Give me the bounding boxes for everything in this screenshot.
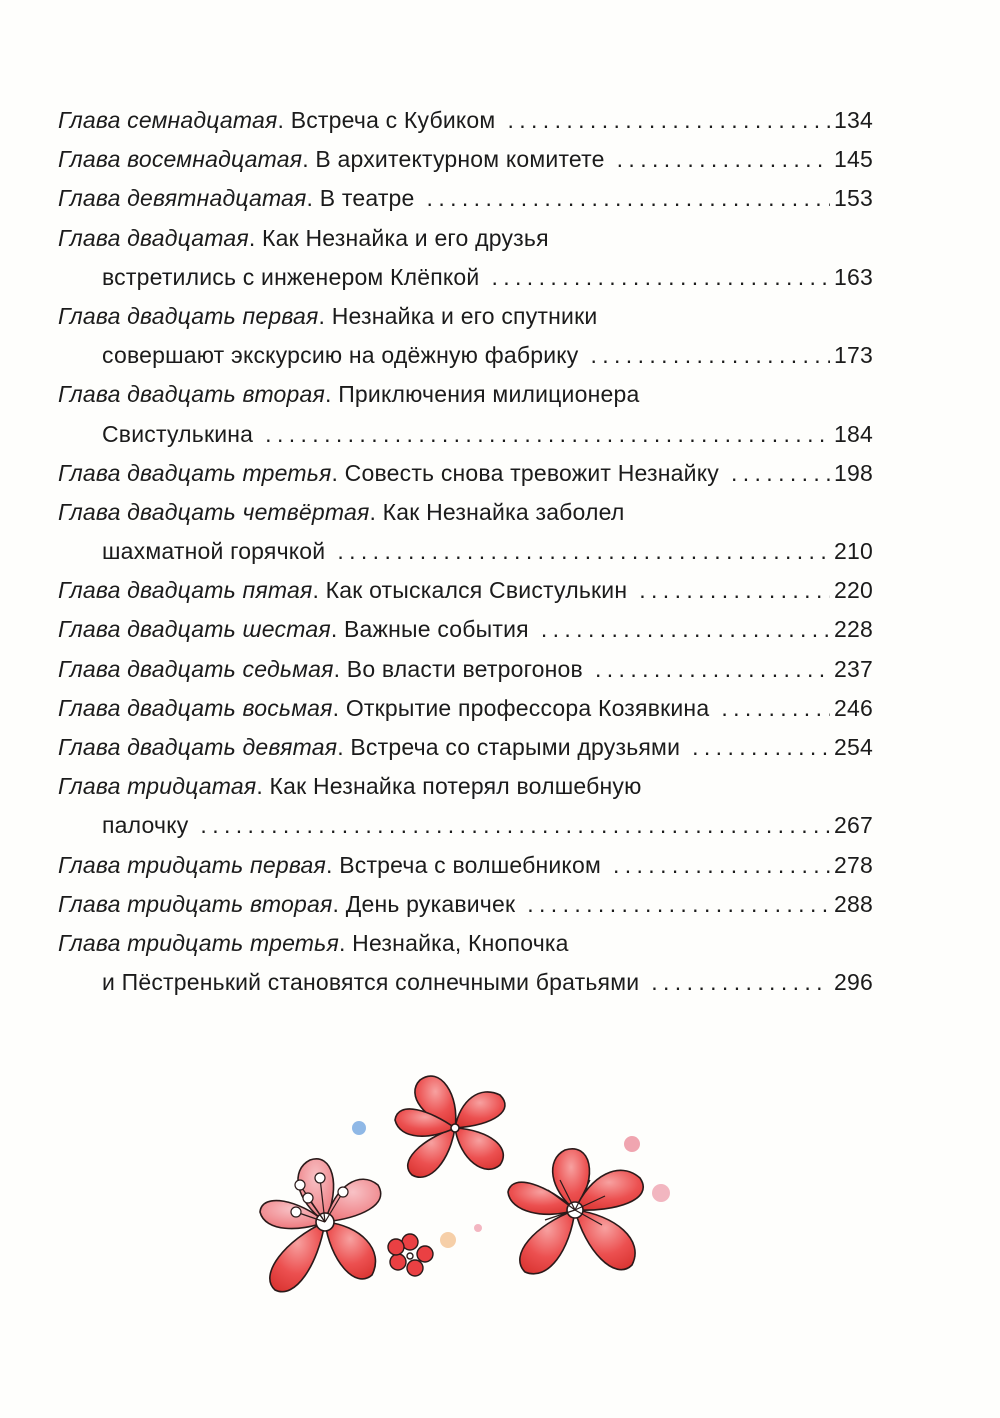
chapter-title: Незнайка, Кнопочка (352, 929, 569, 956)
toc-entry (58, 846, 873, 885)
toc-line: Глава двадцать первая. Незнайка и его спутники (58, 302, 598, 329)
dot-pink-small (474, 1224, 482, 1232)
dot-leader (337, 532, 830, 571)
chapter-label: Глава двадцать восьмая (58, 694, 333, 721)
toc-line (58, 532, 873, 571)
toc-line: Глава двадцать четвёртая. Как Незнайка заболел (58, 498, 625, 525)
toc-line: Глава семнадцатая. Встреча с Кубиком . . . 134 (58, 101, 873, 140)
toc-entry (58, 375, 873, 453)
chapter-title: Важные события (344, 616, 529, 643)
page-number: 198 (834, 459, 873, 486)
dot-leader (651, 963, 830, 1002)
toc-entry (58, 610, 873, 649)
dot-leader (507, 101, 830, 140)
chapter-label: Глава двадцать шестая (58, 616, 331, 643)
toc-entry (58, 885, 873, 924)
page-number: 237 (834, 655, 873, 682)
chapter-title: совершают экскурсию на одёжную фабрику (102, 342, 579, 369)
table-of-contents (58, 101, 873, 1002)
chapter-title: Совесть снова тревожит Незнайку (344, 459, 719, 486)
toc-line: Глава тридцатая. Как Незнайка потерял волшебную (58, 773, 642, 800)
chapter-label: Глава тридцать вторая (58, 890, 333, 917)
toc-entry (58, 728, 873, 767)
toc-line: Глава тридцать первая. Встреча с волшебником . . . 278 (58, 846, 873, 885)
chapter-title: Как Незнайка заболел (382, 498, 625, 525)
dot-leader (590, 336, 830, 375)
toc-entry (58, 140, 873, 179)
toc-line: Глава двадцать пятая. Как отыскался Свистулькин . . . 220 (58, 571, 873, 610)
toc-entry (58, 454, 873, 493)
page-number: 173 (834, 342, 873, 369)
chapter-title: Во власти ветрогонов (346, 655, 583, 682)
dot-leader (639, 571, 830, 610)
chapter-title: Приключения милиционера (338, 381, 640, 408)
page-number: 184 (834, 420, 873, 447)
dot-pink-right (652, 1184, 670, 1202)
toc-entry (58, 767, 873, 845)
page-number: 220 (834, 577, 873, 604)
chapter-label: Глава двадцать вторая (58, 381, 326, 408)
page-number: 210 (834, 538, 873, 565)
toc-entry (58, 219, 873, 297)
page-number: 296 (834, 969, 873, 996)
chapter-label: Глава двадцать пятая (58, 577, 313, 604)
chapter-label: Глава двадцатая (58, 224, 249, 251)
chapter-title: Как Незнайка и его друзья (262, 224, 549, 251)
page-number: 288 (834, 890, 873, 917)
toc-line: Глава тридцать третья. Незнайка, Кнопочка (58, 929, 569, 956)
flower-top (395, 1076, 505, 1177)
page-number: 254 (834, 734, 873, 760)
toc-entry (58, 297, 873, 375)
toc-entry (58, 650, 873, 689)
toc-entry (58, 493, 873, 571)
chapter-label: Глава двадцать первая (58, 302, 319, 329)
toc-line: Глава восемнадцатая. В архитектурном комитете . . . 145 (58, 140, 873, 179)
dot-pink (624, 1136, 640, 1152)
chapter-label: Глава двадцать седьмая (58, 655, 334, 682)
page-number: 145 (834, 146, 873, 173)
dot-blue (352, 1121, 366, 1135)
dot-leader (692, 728, 830, 767)
page-number: 153 (834, 185, 873, 212)
dot-leader (731, 454, 830, 493)
flower-left (260, 1159, 381, 1292)
page-number: 134 (834, 107, 873, 133)
dot-leader (613, 846, 830, 885)
toc-line: Глава двадцатая. Как Незнайка и его друзья (58, 224, 549, 251)
toc-entry (58, 179, 873, 218)
chapter-title: Открытие профессора Козявкина (345, 694, 710, 721)
dot-leader (721, 689, 830, 728)
dot-peach (440, 1232, 456, 1248)
toc-line: Глава двадцать девятая. Встреча со старыми друзьями . . . 254 (58, 728, 873, 767)
page-number: 163 (834, 263, 873, 290)
toc-line: Глава двадцать шестая. Важные события . . . 228 (58, 610, 873, 649)
toc-line (58, 806, 873, 845)
chapter-title: Встреча с Кубиком (290, 107, 496, 133)
dot-leader (541, 610, 830, 649)
chapter-title: Незнайка и его спутники (331, 302, 598, 329)
chapter-label: Глава тридцатая (58, 773, 257, 800)
chapter-title: Встреча со старыми друзьями (350, 734, 681, 760)
chapter-label: Глава семнадцатая (58, 107, 278, 133)
chapter-title: Встреча с волшебником (339, 851, 601, 878)
dot-leader (617, 140, 830, 179)
chapter-title: День рукавичек (345, 890, 516, 917)
toc-line: Глава двадцать вторая. Приключения милиционера (58, 381, 640, 408)
toc-line (58, 415, 873, 454)
chapter-title: В театре (319, 185, 415, 212)
chapter-title: В архитектурном комитете (315, 146, 605, 173)
toc-line: Глава двадцать седьмая. Во власти ветрогонов . . . 237 (58, 650, 873, 689)
dot-leader (527, 885, 830, 924)
chapter-label: Глава двадцать третья (58, 459, 332, 486)
chapter-title: встретились с инженером Клёпкой (102, 263, 480, 290)
page-number: 267 (834, 812, 873, 839)
dot-leader (491, 258, 830, 297)
page-number: 278 (834, 851, 873, 878)
toc-entry (58, 689, 873, 728)
dot-leader (200, 806, 830, 845)
chapter-title: Как Незнайка потерял волшебную (269, 773, 642, 800)
dot-leader (265, 415, 830, 454)
toc-line (58, 963, 873, 1002)
flower-small (388, 1234, 433, 1276)
chapter-title: Как отыскался Свистулькин (325, 577, 628, 604)
flower-right (508, 1149, 643, 1274)
toc-line (58, 258, 873, 297)
page-number: 228 (834, 616, 873, 643)
toc-line: Глава девятнадцатая. В театре . . . 153 (58, 179, 873, 218)
chapter-label: Глава восемнадцатая (58, 146, 303, 173)
toc-line: Глава тридцать вторая. День рукавичек . . . 288 (58, 885, 873, 924)
page-number: 246 (834, 694, 873, 721)
toc-line: Глава двадцать третья. Совесть снова тревожит Незнайку . . . 198 (58, 454, 873, 493)
toc-line (58, 336, 873, 375)
toc-entry (58, 571, 873, 610)
chapter-label: Глава девятнадцатая (58, 185, 307, 212)
chapter-label: Глава двадцать девятая (58, 734, 338, 760)
dot-leader (595, 650, 830, 689)
chapter-label: Глава тридцать первая (58, 851, 327, 878)
chapter-label: Глава тридцать третья (58, 929, 339, 956)
chapter-title: Свистулькина (102, 420, 254, 447)
toc-entry (58, 101, 873, 140)
chapter-title: и Пёстренький становятся солнечными братьями (102, 969, 640, 996)
chapter-title: палочку (102, 812, 189, 839)
chapter-label: Глава двадцать четвёртая (58, 498, 370, 525)
toc-line: Глава двадцать восьмая. Открытие профессора Козявкина . . . 246 (58, 689, 873, 728)
dot-leader (427, 179, 830, 218)
toc-entry (58, 924, 873, 1002)
chapter-title: шахматной горячкой (102, 538, 326, 565)
